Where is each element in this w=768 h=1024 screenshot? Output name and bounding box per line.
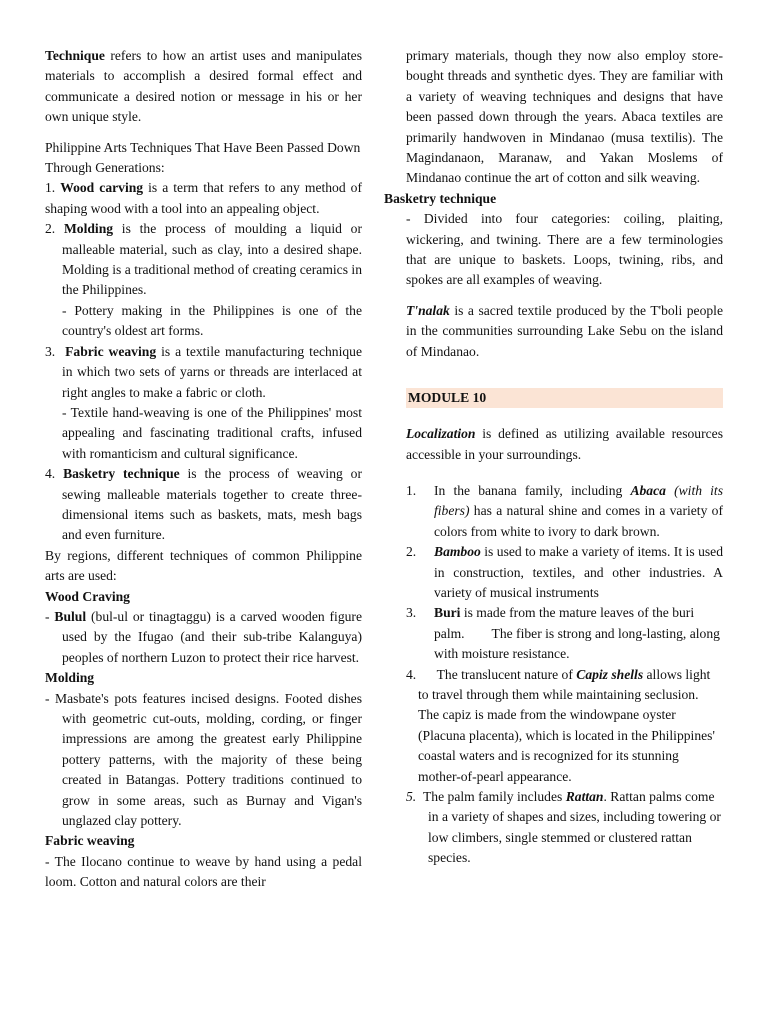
wood-craving-text: - Bulul (bul-ul or tinagtaggu) is a carved wooden figure used by the Ifugao (and their sub-tribe Kalanguya) peoples of northern Luzon to protect their rice harvest. xyxy=(45,608,362,665)
list-item-basketry: 4. Basketry technique is the process of weaving or sewing malleable materials together to create three-dimensional items such as baskets, mats, mesh bags and even furniture. xyxy=(45,466,362,543)
techniques-intro: Philippine Arts Techniques That Have Been Passed Down Through Generations: xyxy=(45,139,361,176)
regions-intro: By regions, different techniques of common Philippine arts are used: xyxy=(45,547,362,584)
left-column xyxy=(45,46,362,893)
molding-text: - Masbate's pots features incised designs. Footed dishes with geometric cut-outs, molding, cording, or finger impressions are among the greatest early Philippine pottery patterns, with the majority of these being created in Batangas. Pottery traditions continued to grow in some areas, such as Burnay and Vigan's unglazed clay pottery. xyxy=(45,690,362,829)
tnalak-definition: T'nalak is a sacred textile produced by the T'boli people in the communities surrounding Lake Sebu on the island of Mindanao. xyxy=(406,302,723,359)
list-item-capiz: 4. The translucent nature of Capiz shells allows light to travel through them while maintaining seclusion. The capiz is made from the windowpane oyster (Placuna placenta), which is located in the Philippines' coastal waters and is recognized for its stunning mother-of-pearl appearance. xyxy=(406,666,719,784)
list-item-buri: 3. Buri is made from the mature leaves of the buri palm. The fiber is strong and long-lasting, along with moisture resistance. xyxy=(406,605,724,662)
term-technique: Technique xyxy=(45,48,105,63)
heading-wood-craving: Wood Craving xyxy=(45,588,130,604)
list-item-bamboo: 2. Bamboo is used to make a variety of items. It is used in construction, textiles, and other industries. A variety of musical instruments xyxy=(406,544,723,600)
localization-definition: Localization is defined as utilizing available resources accessible in your surroundings. xyxy=(406,426,723,462)
heading-molding: Molding xyxy=(45,670,95,686)
module-title: MODULE 10 xyxy=(406,388,723,408)
basketry-text: - Divided into four categories: coiling, plaiting, wickering, and twining. There are a few terminologies that are unique to baskets. Loops, twining, ribs, and spokes are all examples of weaving. xyxy=(406,211,723,288)
technique-definition: Technique refers to how an artist uses and manipulates materials to accomplish a desired formal effect and communicate a desired notion or message in his or her own unique style. xyxy=(45,48,362,125)
fabric-weaving-text: - The Ilocano continue to weave by hand using a pedal loom. Cotton and natural colors are their xyxy=(45,853,362,890)
fabric-weaving-continued: primary materials, though they now also employ store-bought threads and synthetic dyes. They are familiar with a variety of weaving techniques and designs that have been passed down through the years. Abaca textiles are primarily handwoven in Mindanao (musa textilis). The Magindanaon, Maranaw, and Yakan Moslems of Mindanao continue the art of cotton and silk weaving. xyxy=(406,48,723,186)
list-item-abaca: 1. In the banana family, including Abaca (with its fibers) has a natural shine and comes in a variety of colors from white to ivory to dark brown. xyxy=(406,482,723,539)
heading-fabric-weaving: Fabric weaving xyxy=(45,833,135,849)
heading-basketry-technique: Basketry technique xyxy=(384,190,497,206)
list-item-molding: 2. Molding is the process of moulding a liquid or malleable material, such as clay, into a desired shape. Molding is a traditional method of creating ceramics in the Philippines. xyxy=(45,221,362,298)
list-item-wood-carving: 1. Wood carving is a term that refers to any method of shaping wood with a tool into an appealing object. xyxy=(45,180,362,216)
fabric-sub-note: - Textile hand-weaving is one of the Philippines' most appealing and fascinating traditional crafts, infused with romanticism and cultural significance. xyxy=(62,404,362,461)
list-item-fabric-weaving: 3. Fabric weaving is a textile manufacturing technique in which two sets of yarns or threads are interlaced at right angles to make a fabric or cloth. xyxy=(45,343,363,400)
molding-sub-note: - Pottery making in the Philippines is one of the country's oldest art forms. xyxy=(62,302,362,339)
list-item-rattan: 5. The palm family includes Rattan. Rattan palms come in a variety of shapes and sizes, including towering or low climbers, single stemmed or clustered rattan species. xyxy=(406,789,721,866)
right-column xyxy=(384,46,723,869)
